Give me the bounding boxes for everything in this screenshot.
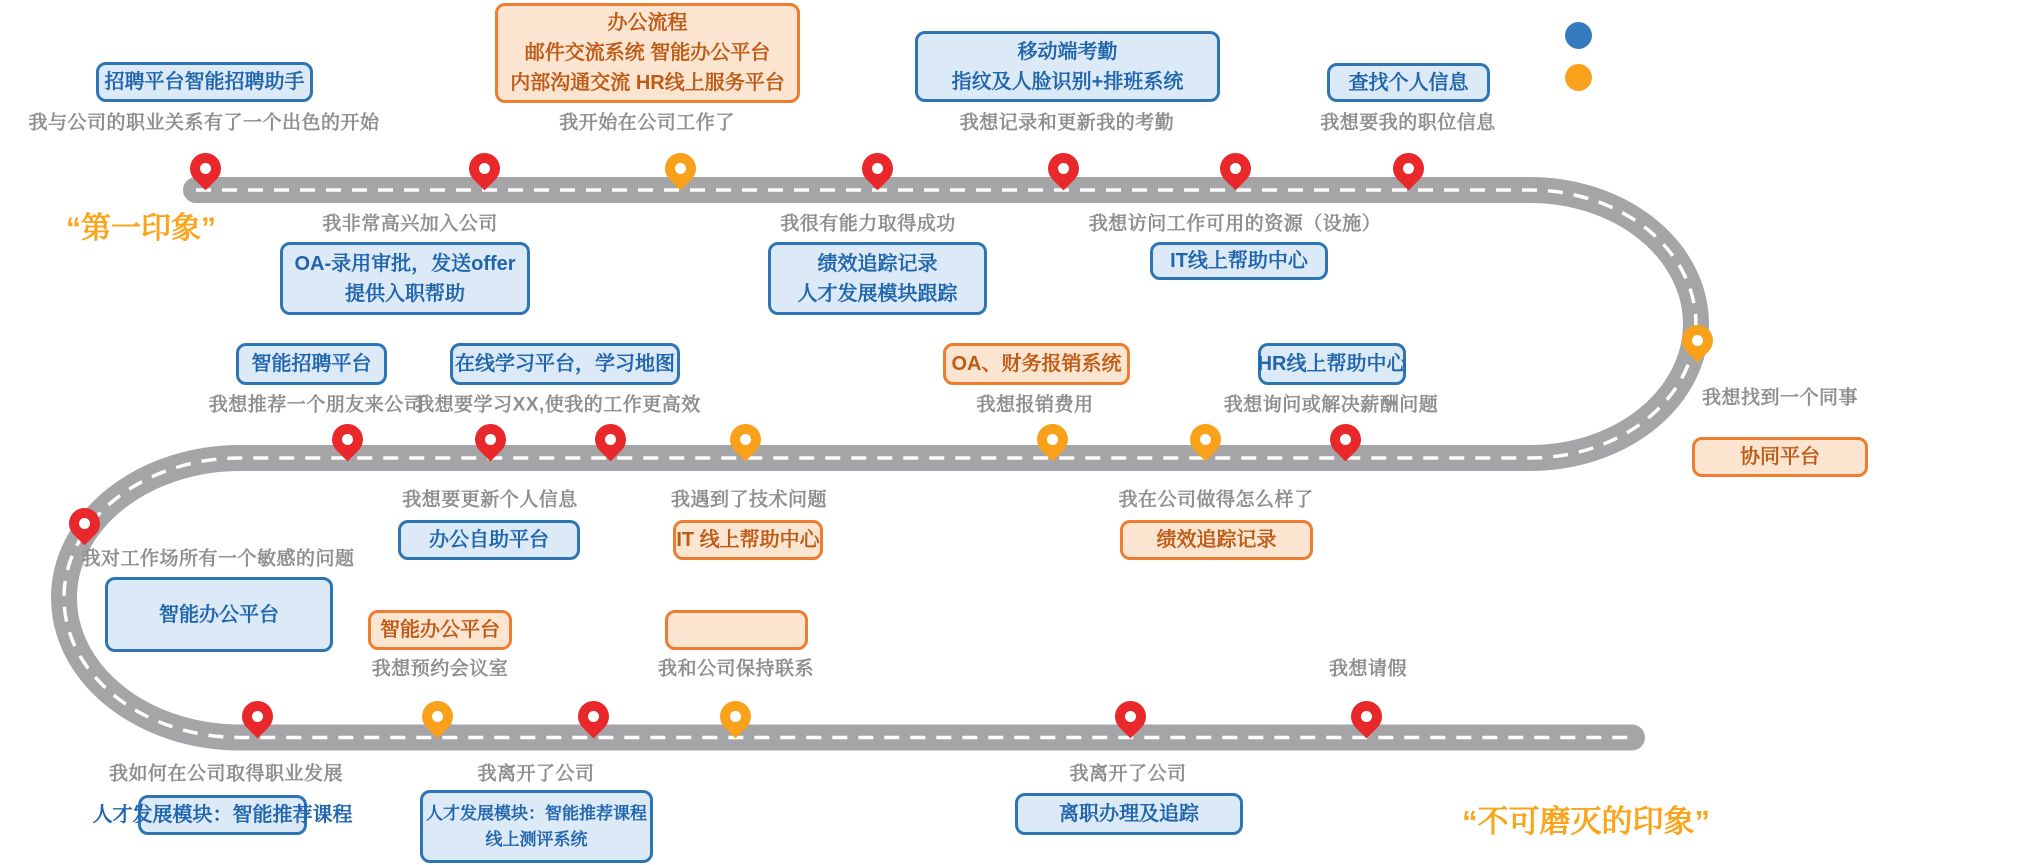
station-box-smart-recruiting (236, 343, 387, 385)
station-box-mobile (92, 795, 353, 835)
station-caption: 我很有能力取得成功 (780, 213, 956, 235)
box-line: OA、财务报销系统 (951, 353, 1122, 375)
station-box-talent-development (420, 790, 653, 863)
station-box-recruiting-assistant (96, 62, 313, 102)
station-caption: 我在公司做得怎么样了 (1118, 489, 1314, 511)
station-caption: 我想预约会议室 (371, 658, 509, 680)
box-line: 离职办理及追踪 (1059, 803, 1199, 825)
station-caption: 我想报销费用 (976, 394, 1094, 416)
legend-orange-dot (1565, 64, 1592, 91)
station-caption: 我和公司保持联系 (657, 658, 815, 680)
station-caption: 我离开了公司 (477, 763, 595, 785)
box-line: 提供入职帮助 (345, 282, 465, 305)
station-box-offboarding (1015, 793, 1243, 835)
box-line: 在线学习平台，学习地图 (455, 353, 675, 375)
station-caption: 我想询问或解决薪酬问题 (1223, 394, 1439, 416)
box-line: 协同平台 (1740, 446, 1820, 468)
station-box-online-learning (450, 343, 680, 385)
station-caption: 我离开了公司 (1069, 763, 1187, 785)
station-box-oa-offer (280, 242, 530, 315)
station-box-performance-tracking-left (105, 577, 333, 652)
station-caption: 我想访问工作可用的资源（设施） (1088, 213, 1382, 235)
station-caption: 我对工作场所有一个敏感的问题 (81, 548, 355, 570)
station-caption: 我非常高兴加入公司 (322, 213, 498, 235)
station-box-find-personal-info (1327, 63, 1490, 102)
box-line: 人才发展模块：智能推荐课程 (426, 804, 647, 823)
box-line: 智能办公平台 (159, 603, 279, 626)
box-line: 智能办公平台 (380, 619, 500, 641)
station-box-smart-office-right (665, 610, 808, 650)
box-line: 招聘平台智能招聘助手 (104, 71, 305, 93)
station-caption: 我如何在公司取得职业发展 (108, 763, 344, 785)
station-box-mobile-attendance (915, 31, 1220, 102)
box-line: 绩效追踪记录 (817, 252, 938, 275)
box-line: 智能招聘平台 (251, 353, 372, 375)
box-line: HR线上帮助中心 (1257, 353, 1407, 375)
box-line: OA-录用审批，发送offer (294, 252, 516, 275)
station-box-smart-office-left (368, 610, 512, 650)
box-line: 指纹及人脸识别+排班系统 (951, 70, 1184, 93)
box-line: IT 线上帮助中心 (676, 529, 820, 551)
box-line: 线上测评系统 (485, 829, 588, 849)
station-box-collaboration-platform (1692, 437, 1868, 477)
station-box-self-service-platform (398, 520, 580, 560)
box-line: 内部沟通交流 HR线上服务平台 (510, 72, 785, 94)
station-box-business-trip (1120, 520, 1313, 560)
indelible-impression-label: “不可磨灭的印象” (1462, 804, 1710, 839)
station-caption: 我遇到了技术问题 (670, 489, 828, 511)
station-caption: 我想请假 (1328, 658, 1408, 680)
station-box-performance-tracking-top (768, 242, 987, 315)
station-box-expense-system (943, 343, 1130, 385)
first-impression-label: “第一印象” (66, 212, 216, 245)
box-line: 查找个人信息 (1348, 71, 1469, 94)
station-box-it-help-center (1150, 242, 1328, 280)
station-caption: 我想要更新个人信息 (402, 489, 578, 511)
legend-blue-dot (1565, 22, 1592, 49)
station-caption: 我与公司的职业关系有了一个出色的开始 (28, 112, 380, 134)
box-line: 办公自助平台 (429, 529, 549, 551)
station-box-it-help-center-orange (673, 520, 823, 560)
station-box-office-process (495, 3, 800, 103)
station-caption: 我想记录和更新我的考勤 (959, 112, 1175, 134)
station-caption: 我想要学习XX,使我的工作更高效 (415, 394, 701, 416)
station-caption: 我想要我的职位信息 (1320, 112, 1496, 134)
box-line: 邮件交流系统 智能办公平台 (524, 42, 771, 64)
box-line: 移动端考勤 (1017, 40, 1118, 63)
box-line: 绩效追踪记录 (1156, 529, 1277, 551)
box-line: 办公流程 (607, 12, 688, 34)
station-caption: 我想推荐一个朋友来公司 (208, 394, 424, 416)
box-line: IT线上帮助中心 (1170, 250, 1308, 272)
station-box-hr-help-center (1258, 343, 1406, 385)
station-caption: 我开始在公司工作了 (559, 112, 735, 134)
station-caption: 我想找到一个同事 (1701, 387, 1859, 409)
box-line: 人才发展模块跟踪 (797, 282, 958, 305)
box-line: 人才发展模块：智能推荐课程 (92, 804, 353, 826)
